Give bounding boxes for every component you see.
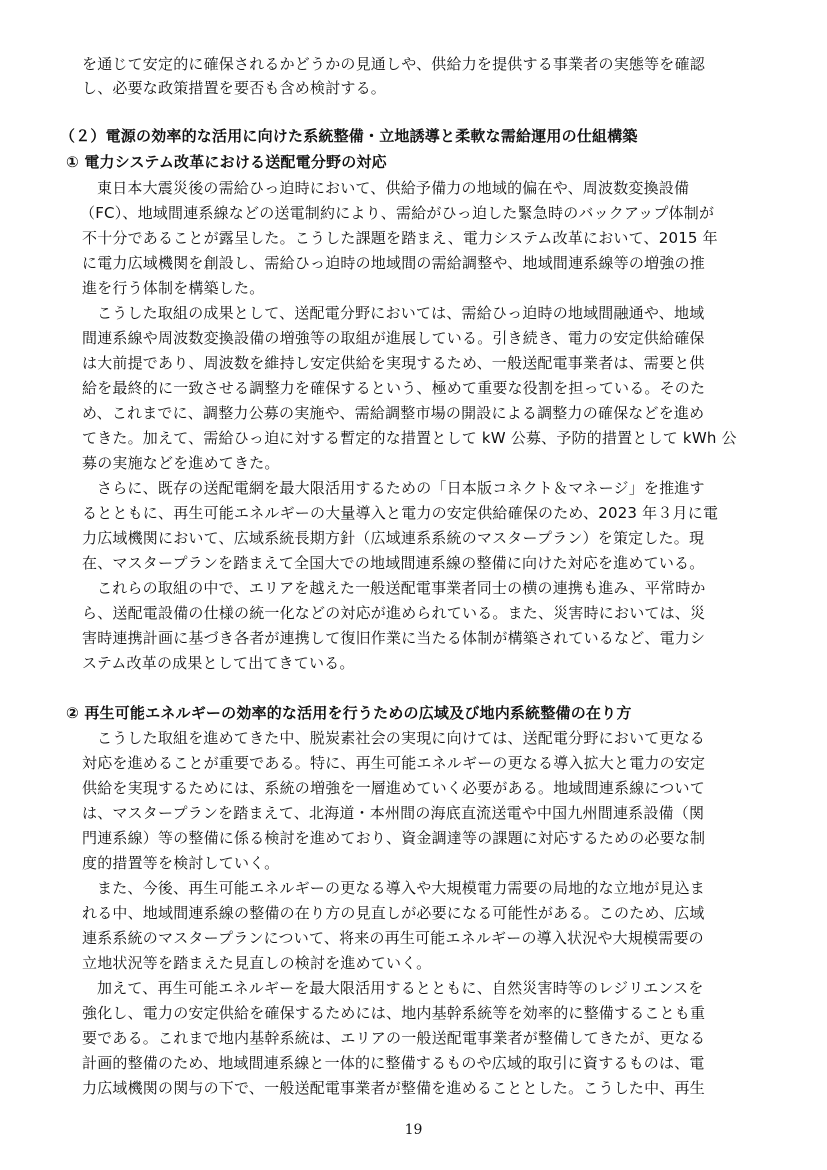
body-text-line: れる中、地域間連系線の整備の在り方の見直しが必要になる可能性がある。このため、広域 <box>82 904 705 922</box>
body-text-line: 立地状況等を踏まえた見直しの検討を進めていく。 <box>82 954 432 972</box>
body-text-line: 門連系線）等の整備に係る検討を進めており、資金調達等の課題に対応するための必要な制 <box>82 829 706 847</box>
body-text-line: 度的措置等を検討していく。 <box>82 854 280 872</box>
subsection-heading: ② 再生可能エネルギーの効率的な活用を行うための広域及び地内系統整備の在り方 <box>66 704 632 722</box>
body-text-line: 害時連携計画に基づき各者が連携して復旧作業に当たる体制が構築されているなど、電力シ <box>82 629 706 647</box>
body-text-line: また、今後、再生可能エネルギーの更なる導入や大規模電力需要の局地的な立地が見込ま <box>97 879 706 897</box>
body-text-line: 募の実施などを進めてきた。 <box>82 454 280 472</box>
body-text-line: 力広域機関の関与の下で、一般送配電事業者が整備を進めることとした。こうした中、再生 <box>82 1079 705 1097</box>
body-text-line: ら、送配電設備の仕様の統一化などの対応が進められている。また、災害時においては、災 <box>82 604 706 622</box>
body-text-line: 進を行う体制を構築した。 <box>82 279 265 297</box>
body-text-line: 東日本大震災後の需給ひっ迫時において、供給予備力の地域的偏在や、周波数変換設備 <box>97 179 690 197</box>
body-text-line: め、これまでに、調整力公募の実施や、需給調整市場の開設による調整力の確保などを進め <box>82 404 705 422</box>
body-text-line: 在、マスタープランを踏まえて全国大での地域間連系線の整備に向けた対応を進めている。 <box>82 554 705 572</box>
body-text-line: （FC）、地域間連系線などの送電制約により、需給がひっ迫した緊急時のバックアップ体制が <box>80 204 715 222</box>
body-text-line: ステム改革の成果として出てきている。 <box>82 654 355 672</box>
body-text-line: 連系系統のマスタープランについて、将来の再生可能エネルギーの導入状況や大規模需要の <box>82 929 704 947</box>
body-text-line: に電力広域機関を創設し、需給ひっ迫時の地域間の需給調整や、地域間連系線等の増強の推 <box>82 254 705 272</box>
body-text-line: てきた。加えて、需給ひっ迫に対する暫定的な措置として kW 公募、予防的措置として kWh 公 <box>82 429 737 447</box>
body-text-line: 給を最終的に一致させる調整力を確保するという、極めて重要な役割を担っている。そのた <box>82 379 706 397</box>
body-text-line: し、必要な政策措置を要否も含め検討する。 <box>82 79 387 97</box>
body-text-line: 供給を実現するためには、系統の増強を一層進めていく必要がある。地域間連系線について <box>82 779 705 797</box>
body-text-line: 要である。これまで地内基幹系統は、エリアの一般送配電事業者が整備してきたが、更なる <box>82 1029 706 1047</box>
body-text-line: 力広域機関において、広域系統長期方針（広域連系系統のマスタープラン）を策定した。現 <box>82 529 705 547</box>
body-text-line: こうした取組の成果として、送配電分野においては、需給ひっ迫時の地域間融通や、地域 <box>97 304 705 322</box>
body-text-line: るとともに、再生可能エネルギーの大量導入と電力の安定供給確保のため、2023 年３月に電 <box>82 504 719 522</box>
body-text-line: 対応を進めることが重要である。特に、再生可能エネルギーの更なる導入拡大と電力の安定 <box>82 754 706 772</box>
page-number: 19 <box>404 1122 423 1138</box>
body-text-line: は、マスタープランを踏まえて、北海道・本州間の海底直流送電や中国九州間連系設備（関 <box>82 804 705 822</box>
section-heading: （２）電源の効率的な活用に向けた系統整備・立地誘導と柔軟な需給運用の仕組構築 <box>60 127 638 145</box>
body-text-line: 間連系線や周波数変換設備の増強等の取組が進展している。引き続き、電力の安定供給確保 <box>82 329 705 347</box>
body-text-line: 強化し、電力の安定供給を確保するためには、地内基幹系統等を効率的に整備することも重 <box>82 1004 706 1022</box>
body-text-line: こうした取組を進めてきた中、脱炭素社会の実現に向けては、送配電分野において更なる <box>97 729 706 747</box>
body-text-line: 計画的整備のため、地域間連系線と一体的に整備するものや広域的取引に資するものは、電 <box>82 1054 705 1072</box>
body-text-line: さらに、既存の送配電網を最大限活用するための「日本版コネクト＆マネージ」を推進す <box>97 479 705 497</box>
body-text-line: は大前提であり、周波数を維持し安定供給を実現するため、一般送配電事業者は、需要と供 <box>82 354 705 372</box>
subsection-heading: ① 電力システム改革における送配電分野の対応 <box>66 153 387 171</box>
body-text-line: 加えて、再生可能エネルギーを最大限活用するとともに、自然災害時等のレジリエンスを <box>97 979 704 997</box>
body-text-line: これらの取組の中で、エリアを越えた一般送配電事業者同士の横の連携も進み、平常時か <box>97 579 706 597</box>
body-text-line: 不十分であることが露呈した。こうした課題を踏まえ、電力システム改革において、2015 年 <box>82 229 718 247</box>
body-text-line: を通じて安定的に確保されるかどうかの見通しや、供給力を提供する事業者の実態等を確認 <box>82 55 705 73</box>
